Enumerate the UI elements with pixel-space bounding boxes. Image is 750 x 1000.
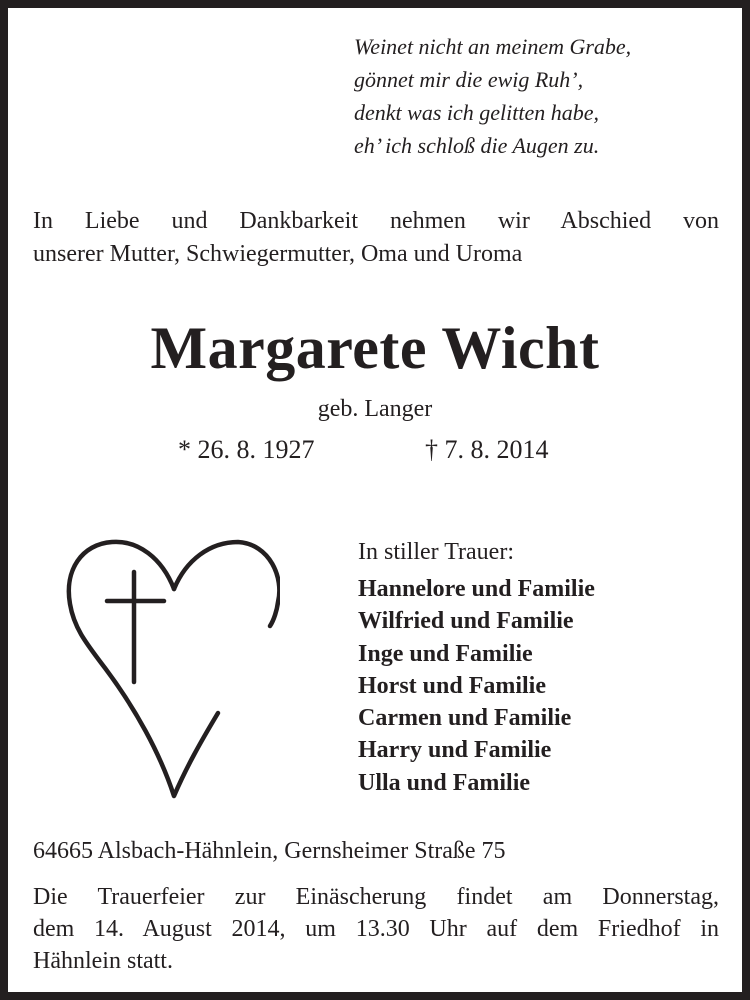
- ceremony-line: dem 14. August 2014, um 13.30 Uhr auf dem Friedhof in: [33, 916, 719, 942]
- address: 64665 Alsbach-Hähnlein, Gernsheimer Straße 75: [33, 838, 506, 864]
- heart-with-cross-icon: [50, 528, 280, 808]
- intro-text: [33, 205, 719, 271]
- list-item: Horst und Familie: [358, 672, 547, 699]
- list-item: Wilfried und Familie: [358, 608, 574, 635]
- ceremony-line: Die Trauerfeier zur Einäscherung findet am Donnerstag,: [33, 884, 719, 910]
- poem-line: eh’ ich schloß die Augen zu.: [354, 133, 600, 158]
- list-item: Inge und Familie: [358, 640, 533, 667]
- list-item: Ulla und Familie: [358, 769, 531, 796]
- intro-line: unserer Mutter, Schwiegermutter, Oma und Uroma: [33, 241, 523, 267]
- intro-line: In Liebe und Dankbarkeit nehmen wir Abschied von: [33, 208, 719, 234]
- list-item: Hannelore und Familie: [358, 576, 595, 602]
- poem-line: denkt was ich gelitten habe,: [354, 100, 599, 125]
- ceremony-line: Hähnlein statt.: [33, 948, 173, 974]
- obituary-notice: [8, 8, 742, 992]
- maiden-name: geb. Langer: [317, 396, 433, 422]
- mourners-list: [358, 573, 595, 799]
- deceased-name: Margarete Wicht: [150, 315, 600, 381]
- mourners-label: In stiller Trauer:: [358, 539, 514, 565]
- death-date: † 7. 8. 2014: [425, 435, 549, 464]
- list-item: Harry und Familie: [358, 737, 552, 764]
- poem: [354, 30, 631, 162]
- ceremony-info: [33, 881, 719, 977]
- birth-date: * 26. 8. 1927: [178, 435, 315, 464]
- poem-line: Weinet nicht an meinem Grabe,: [354, 34, 632, 59]
- list-item: Carmen und Familie: [358, 705, 572, 732]
- poem-line: gönnet mir die ewig Ruh’,: [354, 67, 584, 92]
